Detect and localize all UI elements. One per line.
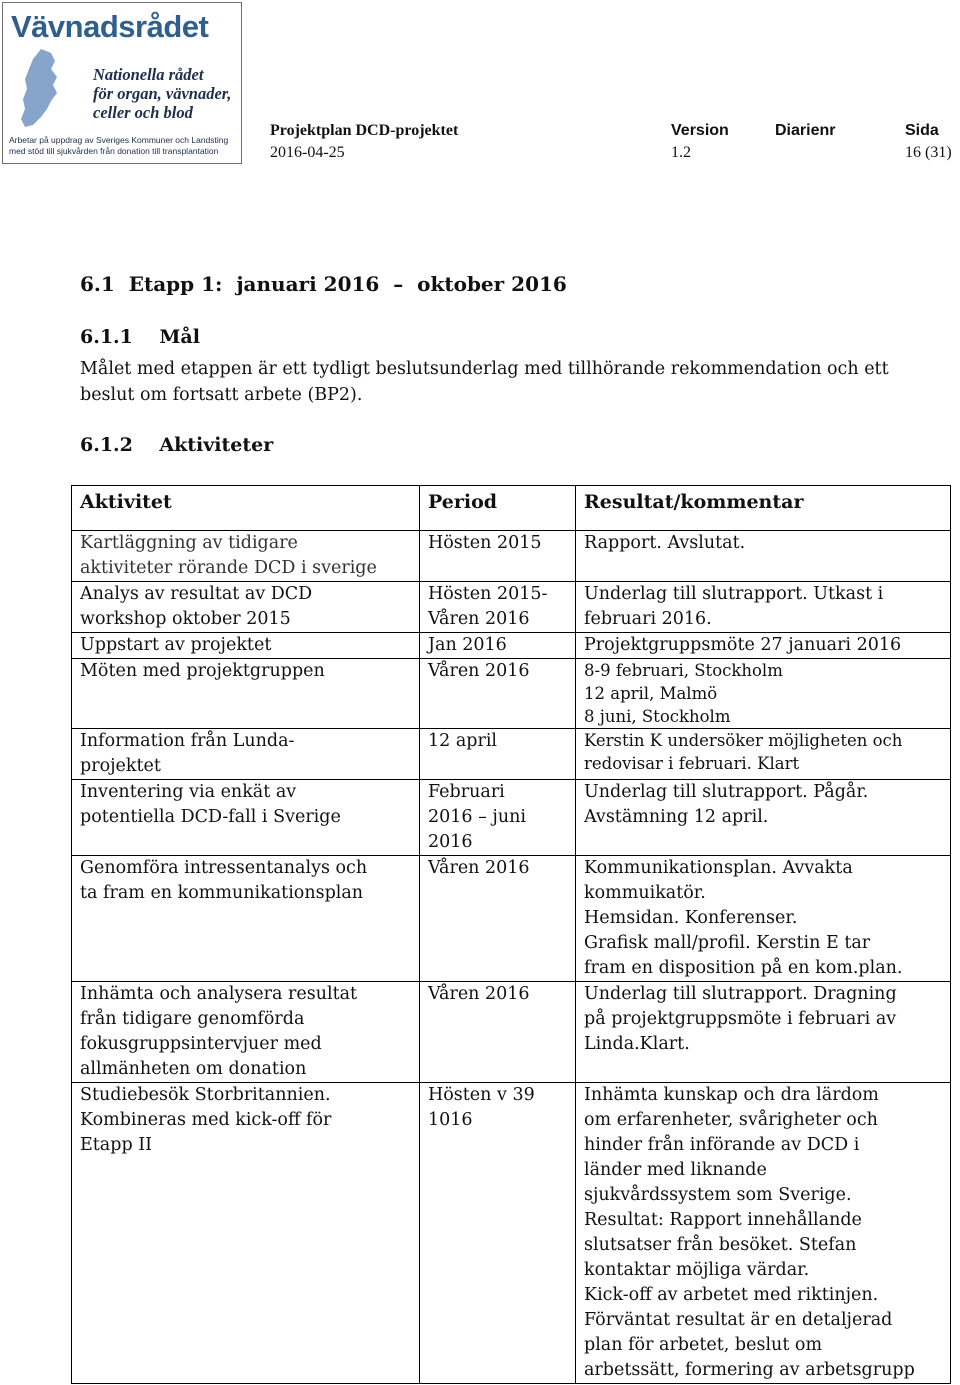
activity-cell: Kartläggning av tidigare aktiviteter rörande DCD i sverige xyxy=(72,531,420,582)
activities-heading: 6.1.2 Aktiviteter xyxy=(80,434,274,456)
activity-cell: Inventering via enkät av potentiella DCD-fall i Sverige xyxy=(72,780,420,856)
result-cell: Projektgruppsmöte 27 januari 2016 xyxy=(576,633,951,659)
logo-footer-line: Arbetar på uppdrag av Sveriges Kommuner och Landsting xyxy=(9,135,229,145)
sweden-map-icon xyxy=(11,47,103,129)
period-cell: Februari 2016 – juni 2016 xyxy=(420,780,576,856)
period-cell: Våren 2016 xyxy=(420,659,576,729)
logo-tagline-line: för organ, vävnader, xyxy=(93,84,232,103)
period-cell: Jan 2016 xyxy=(420,633,576,659)
logo-name: Vävnadsrådet xyxy=(11,9,209,44)
goal-paragraph: Målet med etappen är ett tydligt beslutsunderlag med tillhörande rekommendation och ett beslut om fortsatt arbete (BP2). xyxy=(80,359,889,405)
diarienr-label: Diarienr xyxy=(775,122,836,139)
period-cell: Våren 2016 xyxy=(420,982,576,1083)
document-date: 2016-04-25 xyxy=(270,144,345,161)
period-cell: Hösten 2015- Våren 2016 xyxy=(420,582,576,633)
result-cell: Underlag till slutrapport. Pågår. Avstämning 12 april. xyxy=(576,780,951,856)
organization-logo xyxy=(2,2,242,164)
column-header: Resultat/kommentar xyxy=(576,486,951,531)
result-cell: Underlag till slutrapport. Dragning på projektgruppsmöte i februari av Linda.Klart. xyxy=(576,982,951,1083)
table-row xyxy=(72,1083,951,1384)
logo-tagline-line: Nationella rådet xyxy=(93,65,204,84)
table-row xyxy=(72,780,951,856)
table-row xyxy=(72,659,951,729)
table-row xyxy=(72,729,951,780)
version-value: 1.2 xyxy=(671,144,691,161)
table-row xyxy=(72,856,951,982)
table-row xyxy=(72,582,951,633)
version-label: Version xyxy=(671,122,729,139)
result-cell: 8-9 februari, Stockholm 12 april, Malmö 8 juni, Stockholm xyxy=(576,659,951,729)
goal-heading: 6.1.1 Mål xyxy=(80,326,200,348)
result-cell: Kommunikationsplan. Avvakta kommuikatör. Hemsidan. Konferenser. Grafisk mall/profil. Kerstin E tar fram en disposition på en kom.plan. xyxy=(576,856,951,982)
table-row xyxy=(72,633,951,659)
activity-cell: Studiebesök Storbritannien. Kombineras med kick-off för Etapp II xyxy=(72,1083,420,1384)
activity-cell: Möten med projektgruppen xyxy=(72,659,420,729)
logo-tagline-line: celler och blod xyxy=(93,103,193,122)
activity-cell: Analys av resultat av DCD workshop oktober 2015 xyxy=(72,582,420,633)
period-cell: Hösten 2015 xyxy=(420,531,576,582)
activity-cell: Genomföra intressentanalys och ta fram en kommunikationsplan xyxy=(72,856,420,982)
result-cell: Rapport. Avslutat. xyxy=(576,531,951,582)
period-cell: Våren 2016 xyxy=(420,856,576,982)
column-header: Period xyxy=(420,486,576,531)
table-header-row xyxy=(72,486,951,531)
page-label: Sida xyxy=(905,122,939,139)
activity-cell: Uppstart av projektet xyxy=(72,633,420,659)
section-heading: 6.1 Etapp 1: januari 2016 – oktober 2016 xyxy=(80,272,567,296)
result-cell: Underlag till slutrapport. Utkast i februari 2016. xyxy=(576,582,951,633)
table-row xyxy=(72,531,951,582)
activity-cell: Inhämta och analysera resultat från tidigare genomförda fokusgruppsintervjuer med allmänheten om donation xyxy=(72,982,420,1083)
document-title: Projektplan DCD-projektet xyxy=(270,122,459,139)
column-header: Aktivitet xyxy=(72,486,420,531)
result-cell: Inhämta kunskap och dra lärdom om erfarenheter, svårigheter och hinder från införande av DCD i länder med liknande sjukvårdssystem som Sverige. Resultat: Rapport innehållande slutsatser från besöket. Stefan kontaktar möjliga värdar. Kick-off av arbetet med riktinjen. Förväntat resultat är en detaljerad plan för arbetet, beslut om arbetssätt, formering av arbetsgrupp xyxy=(576,1083,951,1384)
logo-footer xyxy=(9,135,239,156)
activities-table xyxy=(71,485,951,1384)
page-number: 16 (31) xyxy=(905,144,952,161)
logo-tagline xyxy=(93,65,242,122)
period-cell: 12 april xyxy=(420,729,576,780)
table-row xyxy=(72,982,951,1083)
logo-footer-line: med stöd till sjukvården från donation till transplantation xyxy=(9,145,219,156)
activity-cell: Information från Lunda- projektet xyxy=(72,729,420,780)
result-cell: Kerstin K undersöker möjligheten och redovisar i februari. Klart xyxy=(576,729,951,780)
period-cell: Hösten v 39 1016 xyxy=(420,1083,576,1384)
